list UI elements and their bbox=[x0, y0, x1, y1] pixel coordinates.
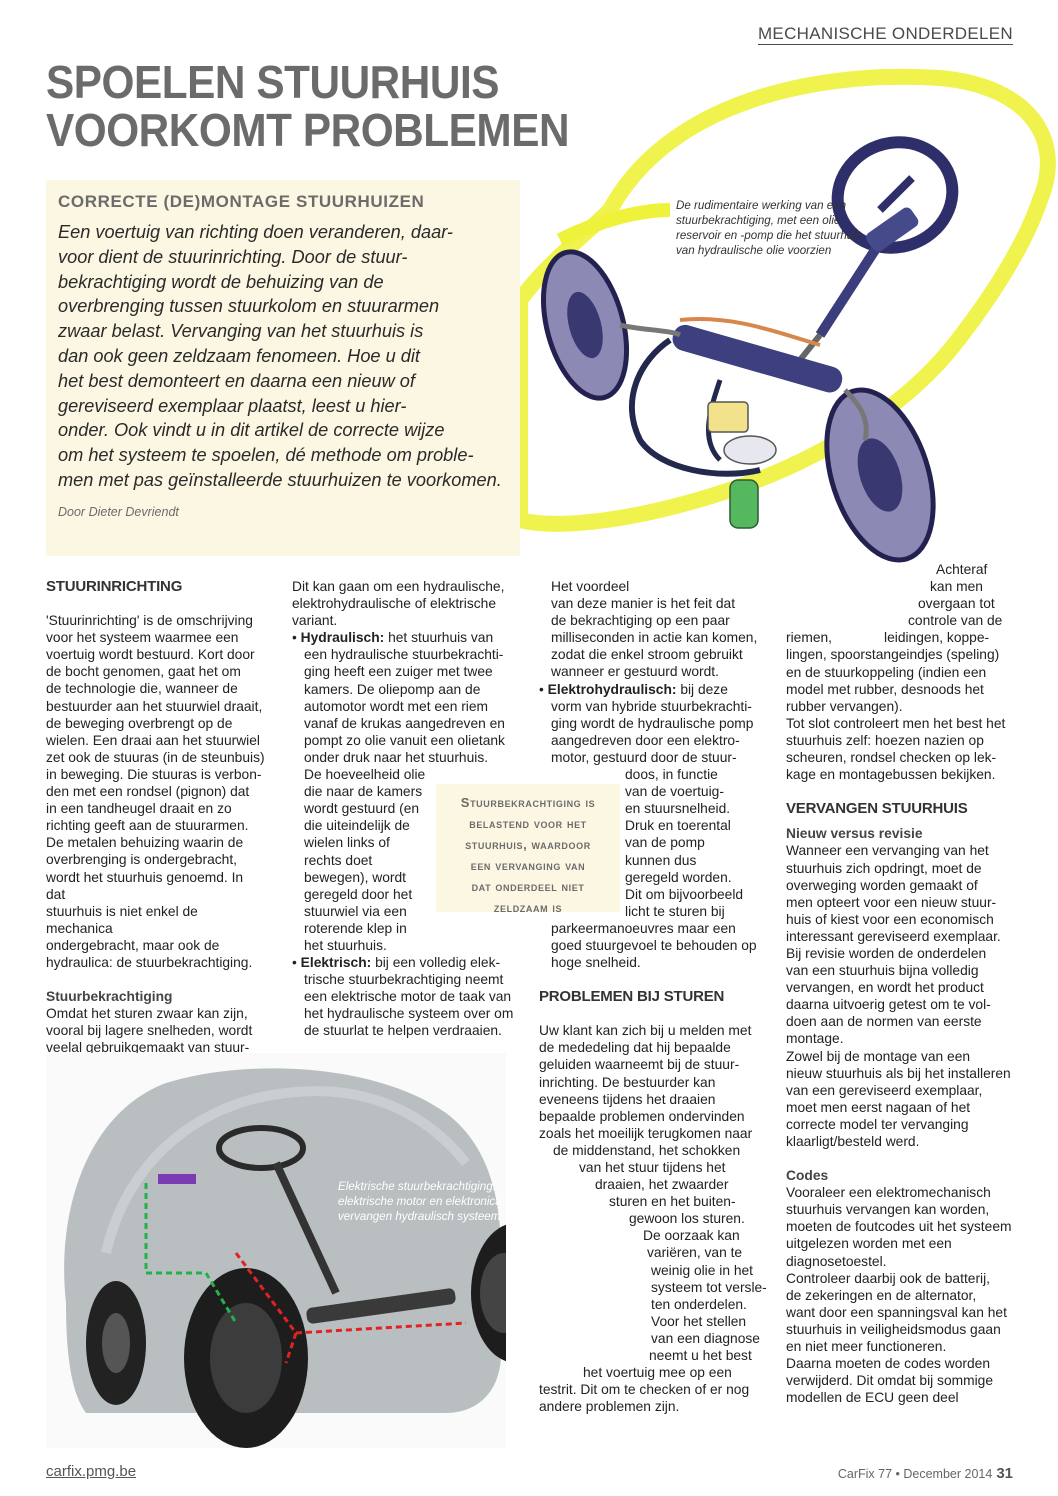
text-line: roterende klep in bbox=[304, 920, 407, 936]
text-line: Vooraleer een elektromechanisch bbox=[786, 1185, 991, 1201]
text-line: wanneer er gestuurd wordt. bbox=[551, 664, 719, 680]
intro-line: onder. Ook vindt u in dit artikel de correcte wijze bbox=[58, 420, 445, 441]
text-line: controle van de bbox=[908, 613, 1003, 629]
text-line: doos, in functie bbox=[625, 767, 718, 783]
bullet-item: • Elektrisch: bij een volledig elek- bbox=[292, 955, 501, 971]
text-line: andere problemen zijn. bbox=[539, 1399, 680, 1415]
text-line: stuurhuis zelf: hoezen nazien op bbox=[786, 732, 984, 748]
text-line: voor het systeem waarmee een bbox=[46, 630, 239, 646]
intro-line: om het systeem te spoelen, dé methode om proble- bbox=[58, 445, 474, 466]
quote-line: zeldzaam is bbox=[493, 900, 563, 915]
text-line: en stuursnelheid. bbox=[625, 801, 731, 817]
text-line: de technologie die, wanneer de bbox=[46, 681, 238, 697]
text-line: neemt u het best bbox=[649, 1348, 752, 1364]
footer-issue bbox=[838, 1465, 1013, 1482]
text-line: wielen links of bbox=[304, 835, 390, 851]
bullet-item: • Elektrohydraulisch: bij deze bbox=[539, 681, 728, 697]
text-line: de mededeling dat hij bepaalde bbox=[539, 1040, 731, 1056]
text-line: montage. bbox=[786, 1031, 844, 1047]
text-line: de bocht genomen, gaat het om bbox=[46, 664, 241, 680]
intro-line: het best demonteert en daarna een nieuw of bbox=[58, 370, 415, 391]
text-line: De hoeveelheid olie bbox=[304, 767, 426, 783]
column-3 bbox=[539, 578, 771, 1415]
footer-url-link[interactable]: carfix.pmg.be bbox=[46, 1463, 137, 1480]
text-line: Wanneer een vervanging van het bbox=[786, 843, 989, 859]
text-line: stuurhuis is niet enkel de mechanica bbox=[46, 903, 198, 936]
text-line: en niet meer functioneren. bbox=[786, 1339, 947, 1355]
intro-text bbox=[58, 220, 508, 493]
text-line: Tot slot controleert men het best het bbox=[786, 715, 1006, 731]
text-line: wielen. Een draai aan het stuurwiel bbox=[46, 732, 260, 748]
text-line: geregeld worden. bbox=[625, 869, 732, 885]
caption-line: elektrische motor en elektronica bbox=[338, 1195, 502, 1208]
text-line: de bekrachtiging op een paar bbox=[551, 613, 730, 629]
caption-line: Elektrische stuurbekrachtiging: bbox=[338, 1180, 496, 1193]
bullet-body bbox=[539, 920, 771, 971]
text-line: het hydraulische systeem over om bbox=[304, 1006, 514, 1022]
intro-line: men met pas geïnstalleerde stuurhuizen te voorkomen. bbox=[58, 469, 502, 490]
text-line: veelal gebruikgemaakt van stuur- bbox=[46, 1040, 250, 1056]
text-line: moet men eerst nagaan of het bbox=[786, 1099, 971, 1115]
text-line: 'Stuurinrichting' is de omschrijving bbox=[46, 613, 253, 629]
text-line: rubber vervangen). bbox=[786, 698, 903, 714]
text-line: en de stuurkoppeling (indien een bbox=[786, 664, 987, 680]
subheading: Stuurbekrachtiging bbox=[46, 989, 173, 1005]
bullet-text: bij een volledig elek- bbox=[371, 955, 501, 971]
section-heading: VERVANGEN STUURHUIS bbox=[786, 800, 968, 818]
subheading: Codes bbox=[786, 1168, 829, 1184]
text-line: ten onderdelen. bbox=[651, 1296, 747, 1312]
intro-line: bekrachtiging wordt de behuizing van de bbox=[58, 271, 384, 292]
text-line: scheuren, rondsel checken op lek- bbox=[786, 750, 997, 766]
text-line: kamers. De oliepomp aan de bbox=[304, 681, 481, 697]
bullet-body bbox=[539, 698, 771, 766]
quote-line: belastend voor het bbox=[469, 816, 587, 831]
text-line: inrichting. De bestuurder kan bbox=[539, 1074, 716, 1090]
text-line: de beweging overbrengt op de bbox=[46, 715, 233, 731]
intro-title: CORRECTE (DE)MONTAGE STUURHUIZEN bbox=[58, 192, 425, 211]
electric-steering-illustration bbox=[46, 1053, 506, 1448]
text-line: bepaalde problemen ondervinden bbox=[539, 1108, 745, 1124]
text-line: bewegen), wordt bbox=[304, 869, 407, 885]
text-line: richting geeft aan de stuurarmen. bbox=[46, 818, 249, 834]
text-line: variant. bbox=[292, 613, 338, 629]
text-line: daarna uitvoerig getest om te vol- bbox=[786, 997, 991, 1013]
intro-line: dan ook geen zeldzaam fenomeen. Hoe u dit bbox=[58, 345, 420, 366]
byline: Door Dieter Devriendt bbox=[58, 504, 179, 519]
text-line: stuurhuis zich opdringt, moet de bbox=[786, 860, 982, 876]
bullet-label: Elektrohydraulisch: bbox=[547, 681, 677, 697]
text-line: men opteert voor een nieuw stuur- bbox=[786, 894, 997, 910]
text-line: Dit kan gaan om een hydraulische, bbox=[292, 579, 505, 594]
text-line: Omdat het sturen zwaar kan zijn, bbox=[46, 1006, 248, 1022]
text-line: een hydraulische stuurbekrachti- bbox=[304, 647, 504, 663]
text-line: zet ook de stuuras (in de steunbuis) bbox=[46, 749, 265, 765]
caption-line: reservoir en -pomp die het stuurhuis bbox=[676, 229, 862, 242]
quote-line: stuurhuis, waardoor bbox=[465, 837, 591, 852]
text-line: overgaan tot bbox=[918, 596, 995, 612]
text-line: kunnen dus bbox=[625, 852, 697, 868]
text-line: klaarligt/besteld werd. bbox=[786, 1134, 920, 1149]
intro-line: Een voertuig van richting doen veranderen, daar- bbox=[58, 222, 453, 242]
text-line: een elektrische motor de taak van bbox=[304, 989, 512, 1005]
text-line: automotor wordt met een riem bbox=[304, 698, 489, 714]
text-line: modellen de ECU geen deel bbox=[786, 1390, 959, 1406]
text-line: milliseconden in actie kan komen, bbox=[551, 630, 758, 646]
text-line: van het stuur tijdens het bbox=[579, 1160, 726, 1175]
text-line: in beweging. Die stuuras is verbon- bbox=[46, 766, 262, 782]
text-line: bestuurder aan het stuurwiel draait, bbox=[46, 698, 263, 714]
text-line: voertuig wordt bestuurd. Kort door bbox=[46, 647, 255, 663]
text-line: stuurhuis vervangen kan worden, bbox=[786, 1202, 990, 1218]
text-line: De metalen behuizing waarin de bbox=[46, 835, 244, 851]
quote-line: Stuurbekrachtiging is bbox=[460, 795, 596, 810]
title-line-2: VOORKOMT PROBLEMEN bbox=[46, 104, 570, 156]
text-line: Achteraf bbox=[936, 562, 988, 577]
text-line: elektrohydraulische of elektrische bbox=[292, 596, 496, 612]
text-line: interessant gereviseerd exemplaar. bbox=[786, 928, 1001, 944]
text-line: nieuw stuurhuis als bij het installeren bbox=[786, 1065, 1011, 1081]
text-line: De oorzaak kan bbox=[643, 1228, 740, 1244]
bottom-figure-caption bbox=[338, 1179, 510, 1224]
text-line: het stuurhuis. bbox=[304, 937, 387, 953]
section-label: MECHANISCHE ONDERDELEN bbox=[757, 24, 1013, 43]
text-line: goed stuurgevoel te behouden op bbox=[551, 937, 757, 953]
text-line: huis of kiest voor een economisch bbox=[786, 911, 994, 927]
bullet-item: • Hydraulisch: het stuurhuis van bbox=[292, 630, 494, 646]
intro-box bbox=[46, 180, 520, 556]
text-line: van een stuurhuis bijna volledig bbox=[786, 963, 979, 979]
text-fragment: riemen, bbox=[786, 630, 833, 646]
text-line: overweging worden gemaakt of bbox=[786, 877, 978, 893]
text-line: model met rubber, desnoods het bbox=[786, 681, 984, 697]
paragraph bbox=[46, 612, 266, 971]
text-line: geregeld door het bbox=[304, 886, 413, 902]
text-line: Het voordeel bbox=[551, 579, 630, 594]
text-line: ging wordt de hydraulische pomp bbox=[551, 715, 754, 731]
bullet-label: Hydraulisch: bbox=[300, 630, 385, 646]
text-line: van de voertuig- bbox=[625, 784, 724, 800]
text-line: van een diagnose bbox=[651, 1330, 760, 1346]
text-line: licht te sturen bij bbox=[625, 903, 725, 919]
text-line: uitgelezen worden met een bbox=[786, 1236, 952, 1252]
text-line: Druk en toerental bbox=[625, 818, 731, 834]
text-line: Dit om bijvoorbeeld bbox=[625, 886, 744, 902]
text-line: hydraulica: de stuurbekrachtiging. bbox=[46, 954, 253, 970]
intro-line: voor dient de stuurinrichting. Door de stuur- bbox=[58, 246, 408, 267]
text-line: parkeermanoeuvres maar een bbox=[551, 920, 736, 936]
text-line: wordt het stuurhuis genoemd. In dat bbox=[46, 869, 244, 902]
text-line: ondergebracht, maar ook de bbox=[46, 937, 220, 953]
text-line: weinig olie in het bbox=[651, 1262, 754, 1278]
text-line: variëren, van te bbox=[647, 1245, 743, 1261]
text-fragment: leidingen, koppe- bbox=[884, 630, 990, 646]
text-line: gewoon los sturen. bbox=[629, 1211, 745, 1227]
bullet-body bbox=[292, 971, 518, 1039]
text-line: verwijderd. Dit omdat bij sommige bbox=[786, 1373, 994, 1389]
text-line: Voor het stellen bbox=[651, 1313, 747, 1329]
text-line: ging heeft een zuiger met twee bbox=[304, 664, 493, 680]
column-4 bbox=[786, 561, 1018, 1406]
text-line: aangedreven door een elektro- bbox=[551, 732, 740, 748]
text-line: kage en montagebussen bekijken. bbox=[786, 767, 996, 783]
text-line: zodat die enkel stroom gebruikt bbox=[551, 647, 743, 663]
text-line: pompt zo olie vanuit een olietank bbox=[304, 732, 505, 748]
text-line: correcte model ter vervanging bbox=[786, 1116, 969, 1132]
text-line: wordt gestuurd (en bbox=[304, 801, 420, 817]
intro-line: overbrenging tussen stuurkolom en stuurarmen bbox=[58, 296, 440, 317]
text-line: stuurhuis in veiligheidsmodus gaan bbox=[786, 1321, 1001, 1337]
text-line bbox=[786, 629, 1018, 646]
text-line: stuurwiel via een bbox=[304, 903, 407, 919]
text-line: Controleer daarbij ook de batterij, bbox=[786, 1270, 991, 1286]
text-line: Zowel bij de montage van een bbox=[786, 1048, 971, 1064]
text-line: moeten de foutcodes uit het systeem bbox=[786, 1219, 1012, 1235]
text-line: vooral bij lagere snelheden, wordt bbox=[46, 1023, 253, 1039]
caption-line: De rudimentaire werking van een bbox=[676, 199, 847, 212]
bullet-text: het stuurhuis van bbox=[384, 630, 494, 646]
page-number: 31 bbox=[996, 1465, 1013, 1482]
text-line: die naar de kamers bbox=[304, 784, 423, 800]
wrapped-text bbox=[539, 766, 771, 920]
text-line: eveneens tijdens het draaien bbox=[539, 1091, 716, 1107]
top-figure-caption bbox=[676, 198, 876, 258]
text-line: de zekeringen en de alternator, bbox=[786, 1287, 977, 1303]
text-line: want door een spanningsval kan het bbox=[786, 1304, 1007, 1320]
text-line: in een tandheugel draait en zo bbox=[46, 801, 232, 817]
text-line: sturen en het buiten- bbox=[609, 1194, 736, 1210]
text-line: Daarna moeten de codes worden bbox=[786, 1356, 991, 1372]
text-line: het voertuig mee op een bbox=[583, 1365, 732, 1381]
caption-line: vervangen hydraulisch systeem bbox=[338, 1210, 501, 1223]
bullet-text: bij deze bbox=[676, 681, 728, 697]
text-line: vorm van hybride stuurbekrachti- bbox=[551, 698, 752, 714]
title-line-1: SPOELEN STUURHUIS bbox=[46, 56, 500, 108]
text-line: bekrachtiging. bbox=[46, 1057, 132, 1073]
text-line: vanaf de krukas aangedreven en bbox=[304, 715, 505, 731]
text-line: van de pomp bbox=[625, 835, 705, 851]
text-line: vervangen, en wordt het product bbox=[786, 980, 984, 996]
text-line: van een gereviseerd exemplaar, bbox=[786, 1082, 983, 1098]
text-line: de middenstand, het schokken bbox=[553, 1142, 741, 1158]
text-line: zoals het moeilijk terugkomen naar bbox=[539, 1125, 753, 1141]
caption-line: stuurbekrachtiging, met een olie- bbox=[676, 214, 845, 227]
text-line: systeem tot versle- bbox=[651, 1279, 767, 1295]
intro-line: gereviseerd exemplaar plaatst, leest u hier- bbox=[58, 395, 407, 416]
power-steering-illustration bbox=[520, 60, 1058, 590]
text-line: van deze manier is het feit dat bbox=[551, 596, 736, 612]
text-line: overbrenging is ondergebracht, bbox=[46, 852, 237, 868]
text-line: trische stuurbekrachtiging neemt bbox=[304, 972, 504, 988]
column-1 bbox=[46, 578, 266, 1074]
caption-line: van hydraulische olie voorzien bbox=[676, 244, 832, 257]
text-line: den met een rondsel (pignon) dat bbox=[46, 784, 250, 800]
issue-text: CarFix 77 • December 2014 bbox=[837, 1467, 993, 1481]
text-line: doen aan de normen van eerste bbox=[786, 1014, 982, 1030]
text-line: die uiteindelijk de bbox=[304, 818, 410, 834]
text-line: lingen, spoorstangeindjes (speling) bbox=[786, 647, 1000, 663]
section-heading: STUURINRICHTING bbox=[46, 578, 183, 595]
intro-line: zwaar belast. Vervanging van het stuurhuis is bbox=[58, 321, 424, 342]
subheading: Nieuw versus revisie bbox=[786, 826, 923, 842]
text-line: rechts doet bbox=[304, 852, 373, 868]
section-heading: PROBLEMEN BIJ STUREN bbox=[539, 988, 725, 1006]
text-line: Bij revisie worden de onderdelen bbox=[786, 945, 987, 961]
text-line: kan men bbox=[930, 579, 983, 595]
text-line: Uw klant kan zich bij u melden met bbox=[539, 1023, 752, 1039]
text-line: diagnosetoestel. bbox=[786, 1253, 887, 1269]
text-line: onder druk naar het stuurhuis. bbox=[304, 749, 489, 765]
text-line: hoge snelheid. bbox=[551, 955, 641, 971]
text-line: motor, gestuurd door de stuur- bbox=[551, 749, 737, 765]
text-line: geluiden waarneemt bij de stuur- bbox=[539, 1057, 740, 1073]
quote-line: dat onderdeel niet bbox=[471, 879, 585, 894]
quote-line: een vervanging van bbox=[470, 858, 586, 873]
text-line: testrit. Dit om te checken of er nog bbox=[539, 1382, 750, 1398]
text-line: draaien, het zwaarder bbox=[595, 1177, 729, 1193]
text-line: de stuurlat te helpen verdraaien. bbox=[304, 1023, 502, 1039]
bullet-label: Elektrisch: bbox=[300, 955, 372, 971]
